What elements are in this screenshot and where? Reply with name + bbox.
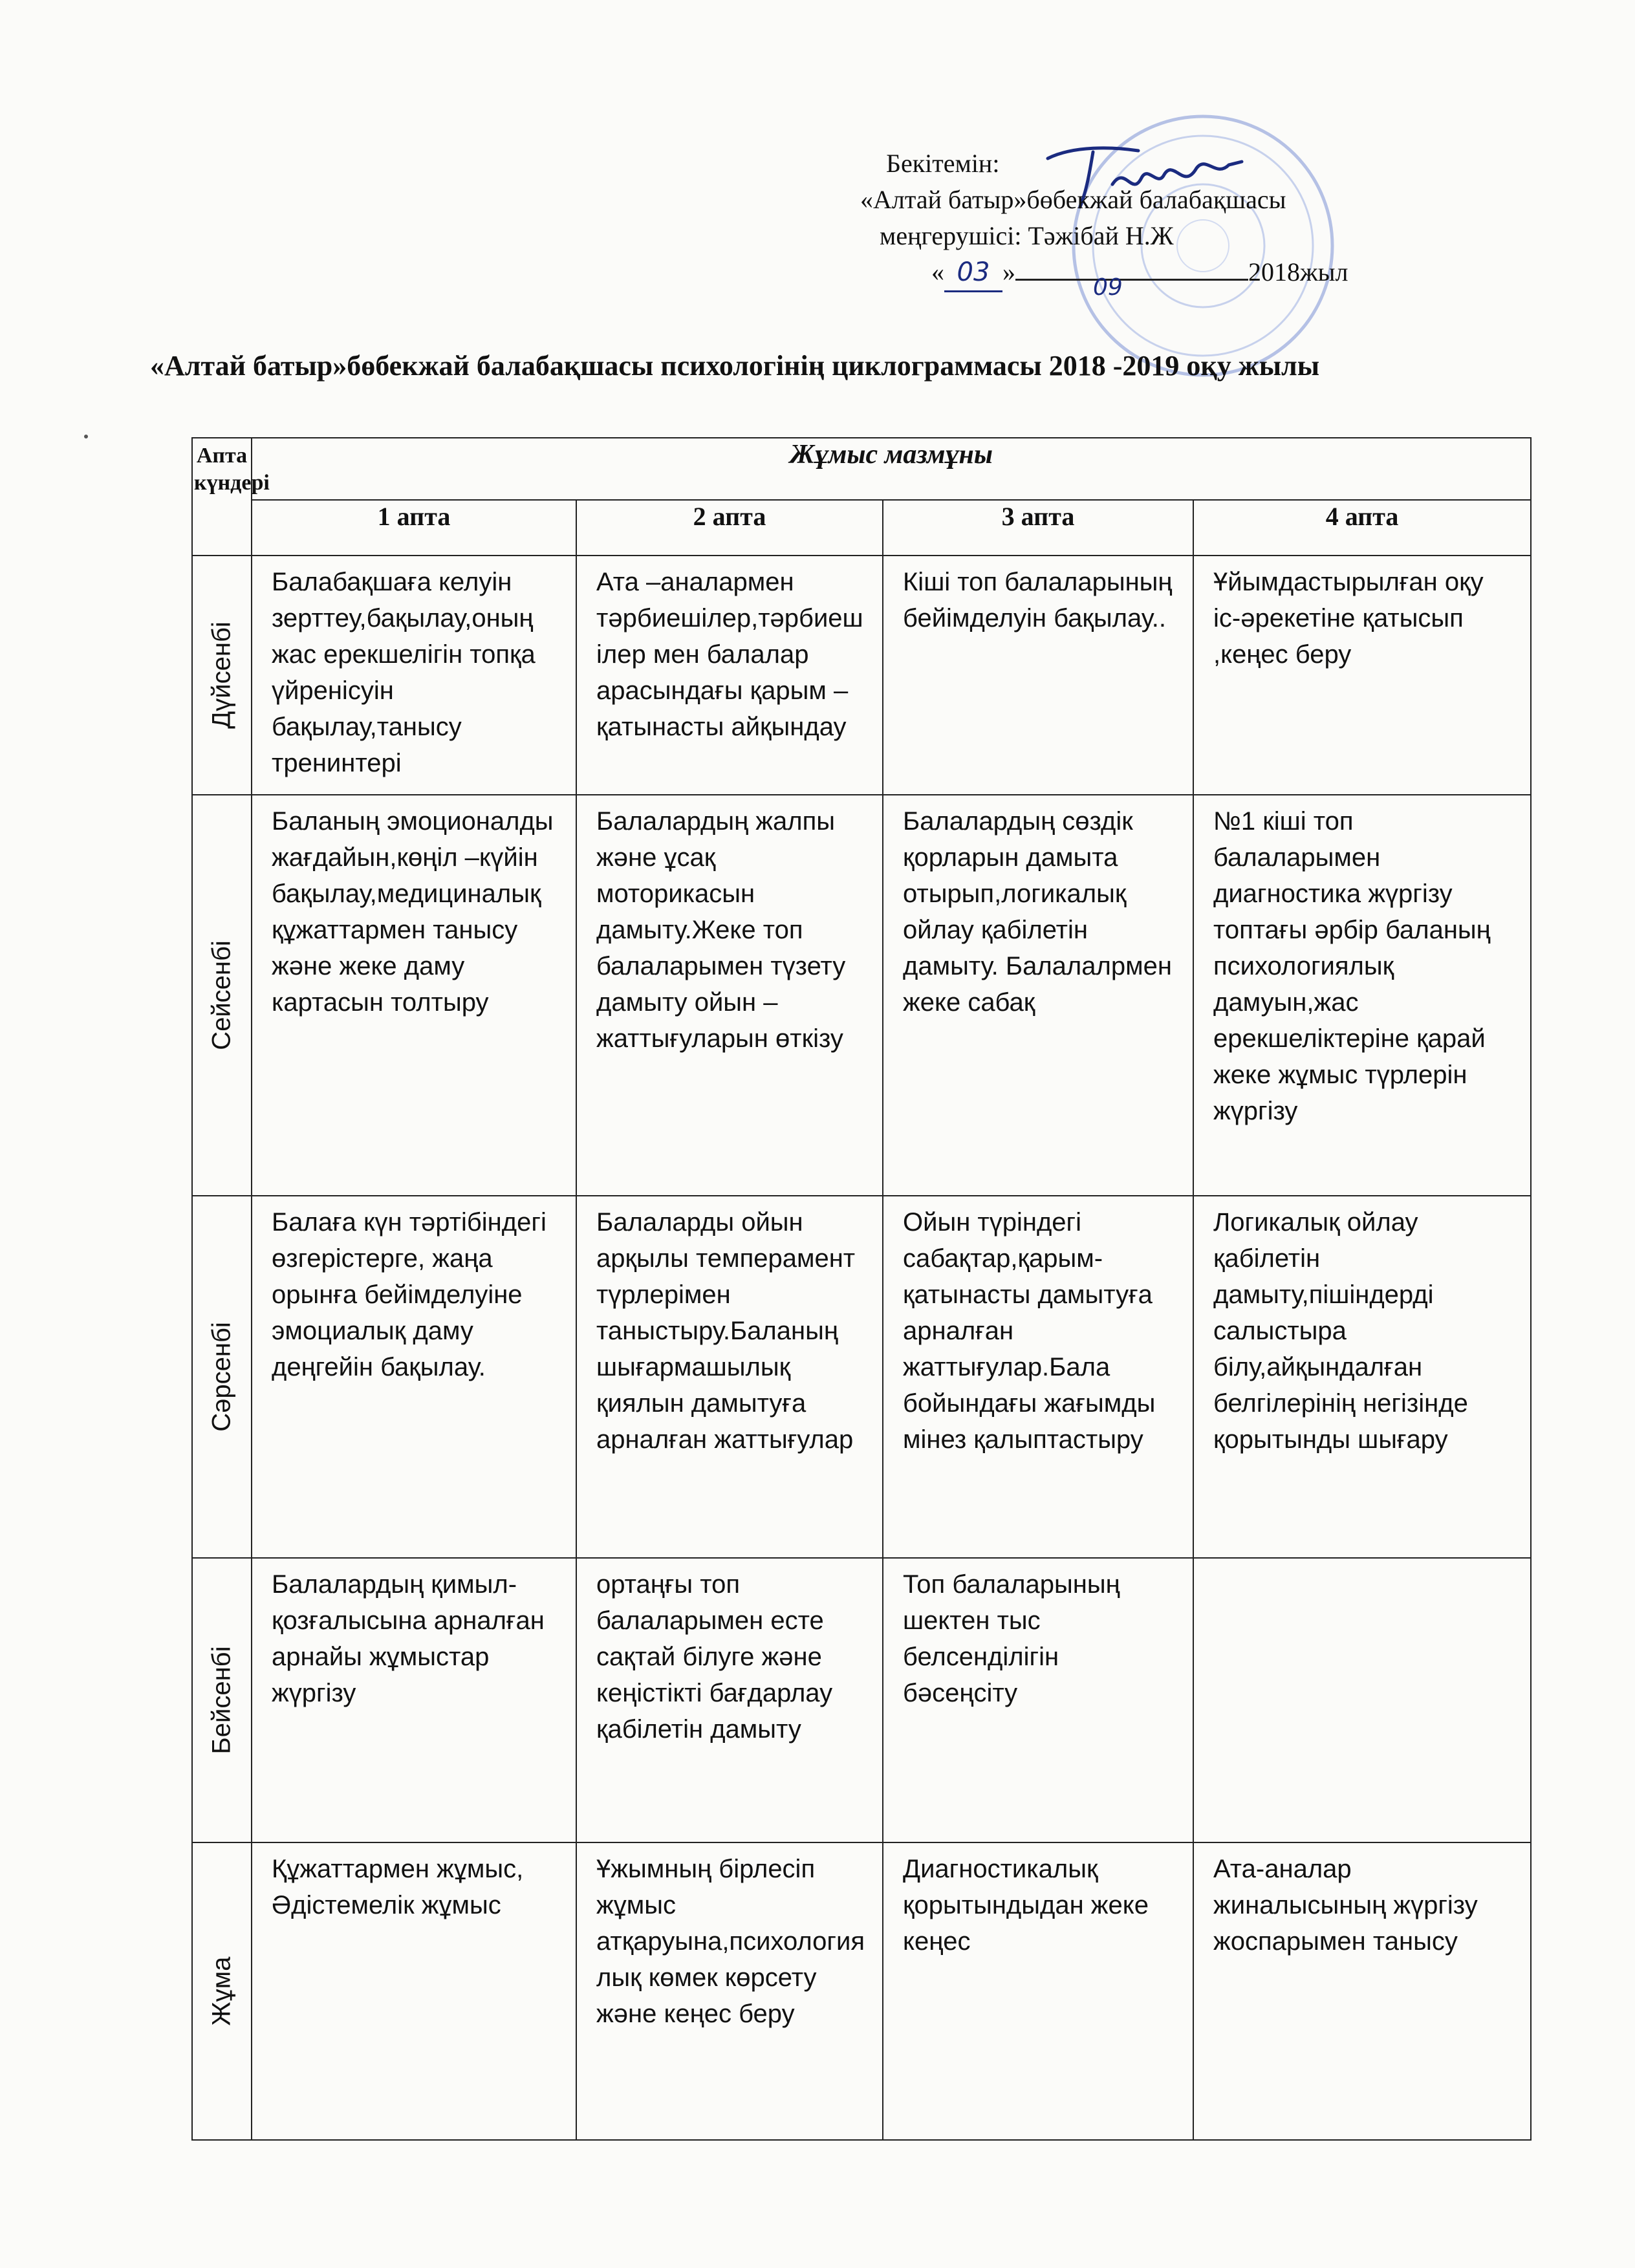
table-cell: Ұйымдастырылған оқу іс-әрекетіне қатысып ,кеңес беру bbox=[1193, 556, 1531, 795]
table-cell: Балаларды ойын арқылы темперамент түрлерімен таныстыру.Баланың шығармашылық қиялын дамытуға арналған жаттығулар bbox=[576, 1196, 883, 1558]
approval-head: меңгерушісі: Тәжібай Н.Ж bbox=[880, 221, 1174, 250]
table-row-monday bbox=[192, 556, 1531, 795]
day-label-friday: Жұма bbox=[207, 1956, 236, 2026]
approval-block bbox=[834, 146, 1416, 301]
scan-speck bbox=[84, 435, 88, 438]
table-cell: Құжаттармен жұмыс, Әдістемелік жұмыс bbox=[252, 1842, 576, 2140]
header-week-4: 4 апта bbox=[1193, 500, 1531, 556]
table-cell bbox=[1193, 1558, 1531, 1842]
header-week-days: Апта күндері bbox=[192, 438, 252, 556]
header-week-3: 3 апта bbox=[883, 500, 1193, 556]
table-row-wednesday bbox=[192, 1196, 1531, 1558]
document-title: «Алтай батыр»бөбекжай балабақшасы психологінің циклограммасы 2018 -2019 оқу жылы bbox=[150, 350, 1320, 382]
table-cell: Балалардың сөздік қорларын дамыта отырып,логикалық ойлау қабілетін дамыту. Балалалрмен жеке сабақ bbox=[883, 795, 1193, 1196]
table-cell: Ұжымның бірлесіп жұмыс атқаруына,психологиялық көмек көрсету және кеңес беру bbox=[576, 1842, 883, 2140]
table-cell: ортаңғы топ балаларымен есте сақтай білуге және кеңістікті бағдарлау қабілетін дамыту bbox=[576, 1558, 883, 1842]
date-day: 03 bbox=[944, 254, 1002, 292]
day-cell bbox=[192, 795, 252, 1196]
table-row-friday bbox=[192, 1842, 1531, 2140]
table-cell: Ата-аналар жиналысының жүргізу жоспарымен танысу bbox=[1193, 1842, 1531, 2140]
cyclogram-table bbox=[191, 437, 1532, 2141]
date-month: 09 bbox=[1093, 274, 1123, 301]
table-cell: №1 кіші топ балаларымен диагностика жүргізу топтағы әрбір баланың психологиялық дамуын,жас ерекшеліктеріне қарай жеке жұмыс түрлерін жүргізу bbox=[1193, 795, 1531, 1196]
table-cell: Балалардың қимыл-қозғалысына арналған арнайы жұмыстар жүргізу bbox=[252, 1558, 576, 1842]
date-month-blank bbox=[1015, 274, 1248, 301]
table-cell: Ата –аналармен тәрбиешілер,тәрбиешілер мен балалар арасындағы қарым –қатынасты айқындау bbox=[576, 556, 883, 795]
header-work-content: Жұмыс мазмұны bbox=[252, 438, 1531, 500]
date-year: 2018жыл bbox=[1248, 257, 1348, 286]
table-cell: Баланың эмоционалды жағдайын,көңіл –күйін бақылау,медициналық құжаттармен танысу және жеке даму картасын толтыру bbox=[252, 795, 576, 1196]
table-cell: Балабақшаға келуін зерттеу,бақылау,оның жас ерекшелігін топқа үйренісуін бақылау,танысу тренинтері bbox=[252, 556, 576, 795]
table-cell: Балаға күн тәртібіндегі өзгерістерге, жаңа орынға бейімделуіне эмоциалық даму деңгейін бақылау. bbox=[252, 1196, 576, 1558]
day-cell bbox=[192, 556, 252, 795]
table-cell: Кіші топ балаларының бейімделуін бақылау.. bbox=[883, 556, 1193, 795]
day-cell bbox=[192, 1196, 252, 1558]
table-cell: Балалардың жалпы және ұсақ моторикасын дамыту.Жеке топ балаларымен түзету дамыту ойын –жаттығуларын өткізу bbox=[576, 795, 883, 1196]
day-cell bbox=[192, 1558, 252, 1842]
day-label-wednesday: Сәрсенбі bbox=[207, 1322, 236, 1432]
table-cell: Топ балаларының шектен тыс белсенділігін бәсеңсіту bbox=[883, 1558, 1193, 1842]
approval-organization: «Алтай батыр»бөбекжай балабақшасы bbox=[860, 185, 1286, 214]
table-cell: Логикалық ойлау қабілетін дамыту,пішіндерді салыстыра білу,айқындалған белгілерінің негізінде қорытынды шығару bbox=[1193, 1196, 1531, 1558]
table-cell: Диагностикалық қорытындыдан жеке кеңес bbox=[883, 1842, 1193, 2140]
header-week-1: 1 апта bbox=[252, 500, 576, 556]
day-label-tuesday: Сейсенбі bbox=[207, 940, 236, 1050]
table-row-thursday bbox=[192, 1558, 1531, 1842]
approval-date bbox=[834, 254, 1416, 301]
table-row-tuesday bbox=[192, 795, 1531, 1196]
approval-heading: Бекітемін: bbox=[886, 149, 1000, 178]
header-week-2: 2 апта bbox=[576, 500, 883, 556]
day-label-monday: Дүйсенбі bbox=[207, 621, 236, 729]
day-label-thursday: Бейсенбі bbox=[207, 1646, 236, 1755]
date-open-quote: « bbox=[931, 257, 944, 286]
table-cell: Ойын түріндегі сабақтар,қарым-қатынасты дамытуға арналған жаттығулар.Бала бойындағы жағымды мінез қалыптастыру bbox=[883, 1196, 1193, 1558]
date-close-quote: » bbox=[1002, 257, 1015, 286]
day-cell bbox=[192, 1842, 252, 2140]
